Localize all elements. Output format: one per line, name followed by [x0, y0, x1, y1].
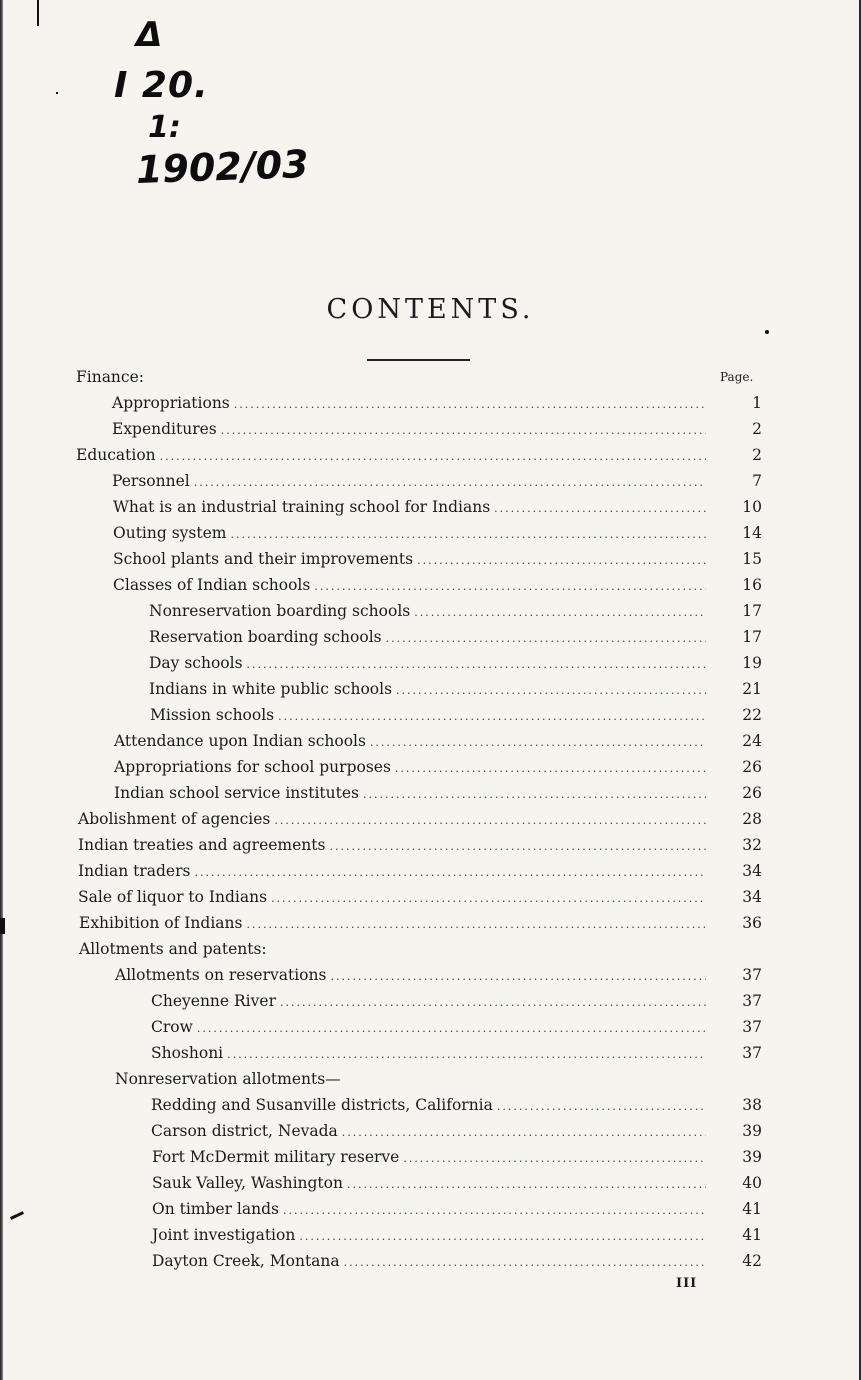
toc-leader-dots: [221, 424, 706, 437]
toc-entry-label: Appropriations: [112, 394, 230, 412]
toc-entry-page: 37: [742, 992, 762, 1010]
toc-entry-page: 39: [742, 1122, 762, 1140]
toc-entry: [151, 992, 762, 1012]
toc-entry-label: Redding and Susanville districts, California: [151, 1096, 493, 1114]
toc-entry-page: 2: [752, 420, 762, 438]
toc-entry-label: Education: [76, 446, 156, 464]
toc-entry: [112, 472, 762, 492]
toc-entry: [113, 550, 762, 570]
toc-entry-page: 26: [742, 784, 762, 802]
handwritten-line: 1:: [148, 110, 181, 145]
toc-entry-label: On timber lands: [152, 1200, 279, 1218]
toc-entry-page: 36: [742, 914, 762, 932]
toc-entry-page: 37: [742, 966, 762, 984]
toc-entry-label: Personnel: [112, 472, 190, 490]
toc-entry-label: Carson district, Nevada: [151, 1122, 338, 1140]
toc-entry-label: Day schools: [149, 654, 243, 672]
toc-entry-page: 39: [742, 1148, 762, 1166]
toc-leader-dots: [417, 554, 706, 567]
toc-entry: [78, 888, 762, 908]
toc-entry-page: 28: [742, 810, 762, 828]
toc-entry-label: Nonreservation allotments—: [115, 1070, 341, 1088]
toc-entry-label: Allotments and patents:: [79, 940, 267, 958]
toc-entry: [150, 706, 762, 726]
toc-leader-dots: [271, 892, 706, 905]
title-rule: [367, 359, 470, 361]
toc-entry: [78, 862, 762, 882]
toc-entry-label: Nonreservation boarding schools: [149, 602, 411, 620]
toc-entry-page: 40: [742, 1174, 762, 1192]
toc-entry-page: 2: [752, 446, 762, 464]
toc-entry: [152, 1148, 762, 1168]
toc-leader-dots: [230, 528, 706, 541]
handwritten-line: Δ: [136, 15, 163, 55]
toc-leader-dots: [234, 398, 706, 411]
toc-leader-dots: [344, 1256, 706, 1269]
toc-leader-dots: [370, 736, 706, 749]
toc-entry: [115, 966, 762, 986]
toc-entry-page: 21: [742, 680, 762, 698]
toc-entry-label: Fort McDermit military reserve: [152, 1148, 400, 1166]
toc-entry-page: 14: [742, 524, 762, 542]
toc-leader-dots: [247, 658, 706, 671]
toc-leader-dots: [283, 1204, 706, 1217]
toc-entry-page: 34: [742, 862, 762, 880]
toc-leader-dots: [314, 580, 706, 593]
toc-leader-dots: [342, 1126, 706, 1139]
toc-entry-label: Finance:: [76, 368, 144, 386]
toc-leader-dots: [280, 996, 706, 1009]
handwritten-line: I 20.: [114, 65, 209, 106]
toc-entry-label: Indians in white public schools: [149, 680, 393, 698]
toc-entry: [78, 836, 762, 856]
toc-entry-label: What is an industrial training school for Indians: [113, 498, 491, 516]
toc-entry-label: Dayton Creek, Montana: [152, 1252, 340, 1270]
toc-leader-dots: [246, 918, 706, 931]
toc-entry: [112, 420, 762, 440]
toc-entry: [149, 602, 762, 622]
toc-leader-dots: [395, 762, 706, 775]
toc-leader-dots: [194, 476, 706, 489]
toc-leader-dots: [347, 1178, 706, 1191]
toc-entry: [79, 914, 762, 934]
toc-entry-label: Attendance upon Indian schools: [114, 732, 366, 750]
toc-entry: [152, 1200, 762, 1220]
toc-entry-label: Abolishment of agencies: [78, 810, 271, 828]
toc-entry-label: Exhibition of Indians: [79, 914, 243, 932]
toc-leader-dots: [403, 1152, 706, 1165]
toc-entry-label: Reservation boarding schools: [149, 628, 382, 646]
toc-entry-label: Allotments on reservations: [115, 966, 327, 984]
page-folio: III: [676, 1276, 698, 1291]
toc-entry-page: 32: [742, 836, 762, 854]
toc-entry-label: School plants and their improvements: [113, 550, 414, 568]
toc-entry-page: 26: [742, 758, 762, 776]
toc-entry: [151, 1044, 762, 1064]
toc-leader-dots: [330, 970, 706, 983]
page-column-header: Page.: [720, 370, 754, 384]
toc-entry: [114, 784, 762, 804]
toc-entry: [152, 1252, 762, 1272]
toc-entry: [149, 654, 762, 674]
toc-entry-page: 7: [752, 472, 762, 490]
toc-entry-label: Classes of Indian schools: [113, 576, 311, 594]
toc-entry-label: Joint investigation: [152, 1226, 296, 1244]
toc-entry-page: 41: [742, 1226, 762, 1244]
toc-entry: [76, 368, 762, 388]
toc-leader-dots: [386, 632, 706, 645]
toc-entry-page: 37: [742, 1018, 762, 1036]
toc-entry: [78, 810, 762, 830]
toc-entry-label: Outing system: [113, 524, 227, 542]
toc-entry: [112, 394, 762, 414]
handwritten-line: 1902/03: [135, 142, 310, 192]
toc-leader-dots: [160, 450, 706, 463]
toc-entry-page: 15: [742, 550, 762, 568]
toc-leader-dots: [329, 840, 706, 853]
page-title: CONTENTS.: [326, 294, 535, 325]
toc-leader-dots: [278, 710, 706, 723]
toc-entry-label: Sauk Valley, Washington: [152, 1174, 343, 1192]
toc-entry: [76, 446, 762, 466]
scan-speck: [56, 92, 58, 94]
toc-entry: [114, 732, 762, 752]
toc-entry-label: Mission schools: [150, 706, 275, 724]
toc-entry-page: 34: [742, 888, 762, 906]
toc-entry-page: 16: [742, 576, 762, 594]
toc-leader-dots: [274, 814, 706, 827]
scan-speck: [10, 1211, 24, 1220]
toc-entry-page: 1: [752, 394, 762, 412]
toc-entry: [79, 940, 762, 960]
toc-entry: [151, 1096, 762, 1116]
toc-entry: [149, 680, 762, 700]
toc-entry: [113, 498, 762, 518]
toc-entry-label: Appropriations for school purposes: [114, 758, 391, 776]
toc-entry: [151, 1018, 762, 1038]
toc-entry-page: 22: [742, 706, 762, 724]
toc-entry-label: Expenditures: [112, 420, 217, 438]
toc-entry-page: 19: [742, 654, 762, 672]
toc-entry-page: 24: [742, 732, 762, 750]
toc-leader-dots: [497, 1100, 706, 1113]
toc-entry-label: Sale of liquor to Indians: [78, 888, 268, 906]
toc-entry: [115, 1070, 762, 1090]
toc-entry: [149, 628, 762, 648]
toc-entry-page: 10: [742, 498, 762, 516]
toc-leader-dots: [414, 606, 706, 619]
toc-entry: [152, 1174, 762, 1194]
toc-entry-label: Crow: [151, 1018, 193, 1036]
toc-entry-page: 17: [742, 628, 762, 646]
toc-entry-page: 42: [742, 1252, 762, 1270]
toc-entry-page: 41: [742, 1200, 762, 1218]
scan-speck: [765, 330, 769, 334]
toc-entry-page: 37: [742, 1044, 762, 1062]
toc-entry-label: Indian treaties and agreements: [78, 836, 326, 854]
toc-leader-dots: [197, 1022, 706, 1035]
toc-entry-label: Indian traders: [78, 862, 191, 880]
toc-entry-label: Cheyenne River: [151, 992, 276, 1010]
toc-entry-label: Shoshoni: [151, 1044, 224, 1062]
toc-leader-dots: [494, 502, 706, 515]
toc-entry: [113, 576, 762, 596]
toc-leader-dots: [396, 684, 706, 697]
scan-speck: [0, 918, 5, 934]
toc-leader-dots: [194, 866, 706, 879]
toc-entry: [114, 758, 762, 778]
toc-leader-dots: [363, 788, 706, 801]
toc-leader-dots: [299, 1230, 706, 1243]
toc-entry-page: 38: [742, 1096, 762, 1114]
toc-entry: [152, 1226, 762, 1246]
handwritten-call-number: [100, 15, 310, 205]
scan-speck: [37, 0, 39, 26]
page-edge-left: [0, 0, 3, 1380]
toc-entry: [151, 1122, 762, 1142]
toc-entry-label: Indian school service institutes: [114, 784, 359, 802]
toc-entry-page: 17: [742, 602, 762, 620]
toc-leader-dots: [227, 1048, 706, 1061]
toc-entry: [113, 524, 762, 544]
